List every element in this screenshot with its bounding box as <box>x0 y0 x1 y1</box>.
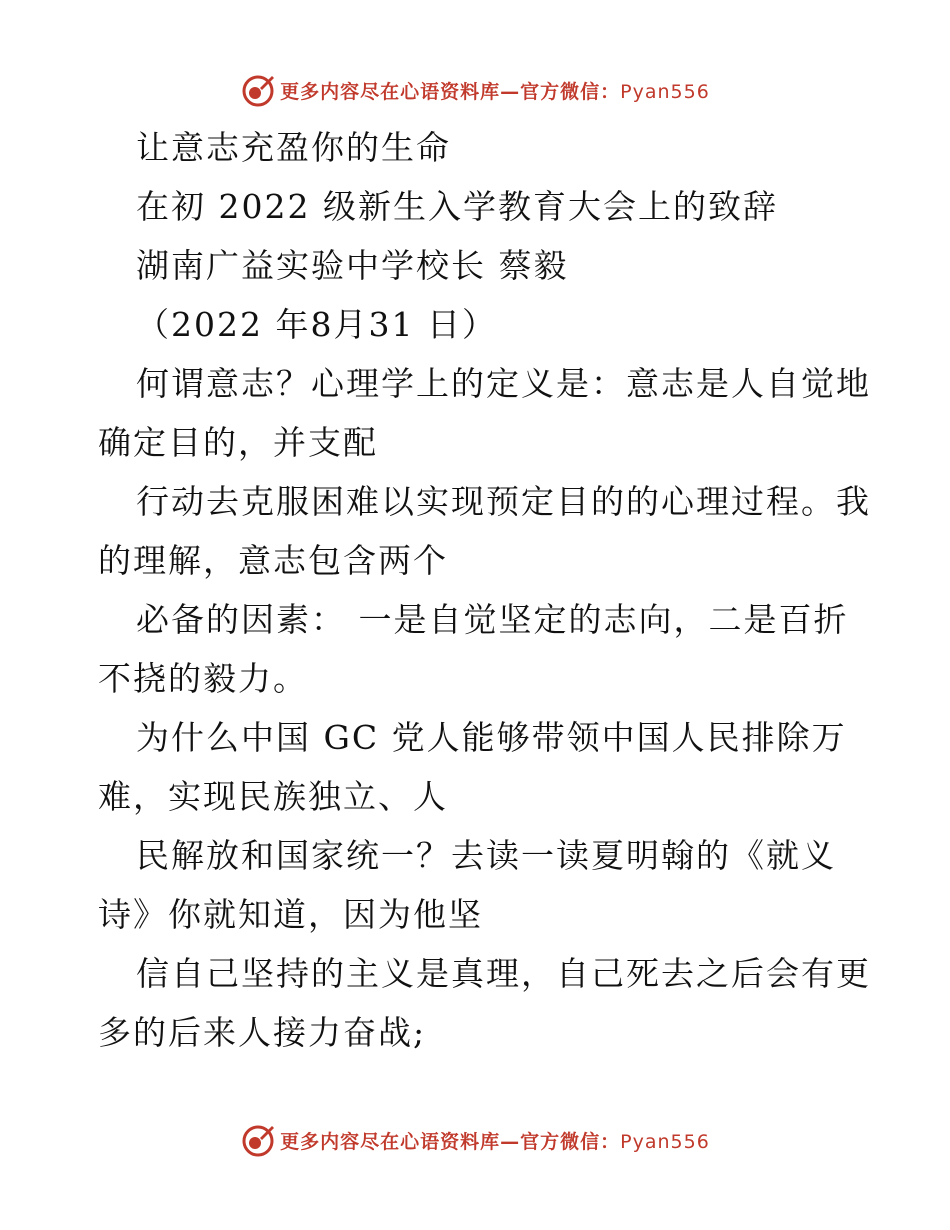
paragraph-line: 行动去克服困难以实现预定目的的心理过程。我 <box>136 482 871 521</box>
document-body <box>98 118 871 1062</box>
paragraph-line: 诗》你就知道，因为他坚 <box>98 895 483 934</box>
paragraph-line: 民解放和国家统一？去读一读夏明翰的《就义 <box>136 836 836 875</box>
paragraph-line: 多的后来人接力奋战; <box>98 1013 427 1052</box>
paragraph-line: 必备的因素： 一是自觉坚定的志向，二是百折 <box>136 600 849 639</box>
watermark-text: 更多内容尽在心语资料库—官方微信：Pyan556 <box>280 80 710 103</box>
watermark-account: Pyan556 <box>620 1130 710 1153</box>
pen-logo-icon <box>240 1122 276 1158</box>
pen-logo-icon <box>240 72 276 108</box>
paragraph-line: 确定目的，并支配 <box>98 423 378 462</box>
paragraph-line: 难，实现民族独立、人 <box>98 777 448 816</box>
paragraph-line: 的理解，意志包含两个 <box>98 541 448 580</box>
watermark-text: 更多内容尽在心语资料库—官方微信：Pyan556 <box>280 1130 710 1153</box>
document-title: 让意志充盈你的生命 <box>136 128 451 167</box>
watermark-account: Pyan556 <box>620 80 710 103</box>
document-author: 湖南广益实验中学校长 蔡毅 <box>136 246 569 285</box>
paragraph-line: 信自己坚持的主义是真理，自己死去之后会有更 <box>136 954 871 993</box>
document-subtitle: 在初 2022 级新生入学教育大会上的致辞 <box>136 187 778 226</box>
header-watermark <box>0 70 950 110</box>
paragraph-line: 不挠的毅力。 <box>98 659 308 698</box>
footer-watermark <box>0 1120 950 1160</box>
document-date: （2022 年8月31 日） <box>136 305 497 344</box>
paragraph-line: 为什么中国 GC 党人能够带领中国人民排除万 <box>136 718 847 757</box>
paragraph-line: 何谓意志？心理学上的定义是：意志是人自觉地 <box>136 364 871 403</box>
